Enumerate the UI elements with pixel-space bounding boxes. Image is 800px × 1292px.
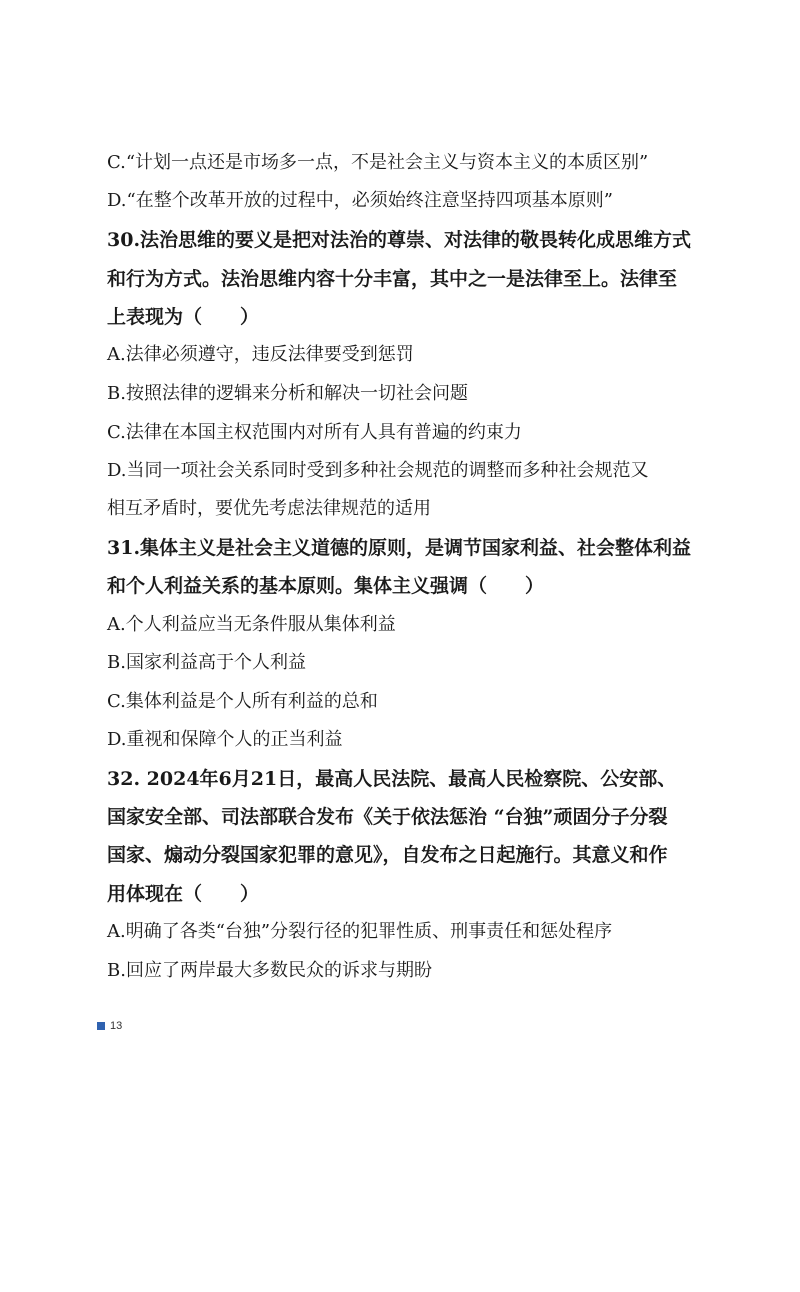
page-marker-icon <box>97 1022 105 1030</box>
q30-stem-line-2: 和行为方式。法治思维内容十分丰富，其中之一是法律至上。法律至 <box>107 268 678 290</box>
q32-option-b: B.回应了两岸最大多数民众的诉求与期盼 <box>107 960 432 981</box>
q29-option-c: C.“计划一点还是市场多一点，不是社会主义与资本主义的本质区别” <box>107 152 649 173</box>
q30-stem-line-1: 30.法治思维的要义是把对法治的尊崇、对法律的敬畏转化成思维方式 <box>107 229 692 251</box>
page-number: 13 <box>110 1020 123 1032</box>
q30-option-a: A.法律必须遵守，违反法律要受到惩罚 <box>107 344 414 365</box>
q30-stem-line-3: 上表现为（ ） <box>107 306 260 328</box>
q31-option-b: B.国家利益高于个人利益 <box>107 652 306 673</box>
q30-option-d-line-1: D.当同一项社会关系同时受到多种社会规范的调整而多种社会规范又 <box>107 460 649 481</box>
q30-option-c: C.法律在本国主权范围内对所有人具有普遍的约束力 <box>107 422 522 443</box>
q31-option-d: D.重视和保障个人的正当利益 <box>107 729 343 750</box>
q31-option-a: A.个人利益应当无条件服从集体利益 <box>107 614 396 635</box>
q32-stem-line-1: 32. 2024年6月21日，最高人民法院、最高人民检察院、公安部、 <box>107 768 677 790</box>
q30-option-d-line-2: 相互矛盾时，要优先考虑法律规范的适用 <box>107 498 431 519</box>
q31-option-c: C.集体利益是个人所有利益的总和 <box>107 691 378 712</box>
q29-option-d: D.“在整个改革开放的过程中，必须始终注意坚持四项基本原则” <box>107 190 613 211</box>
q31-stem-line-2: 和个人利益关系的基本原则。集体主义强调（ ） <box>107 575 545 597</box>
q32-stem-line-2: 国家安全部、司法部联合发布《关于依法惩治 “台独”顽固分子分裂 <box>107 806 668 828</box>
q30-option-b: B.按照法律的逻辑来分析和解决一切社会问题 <box>107 383 468 404</box>
q32-option-a: A.明确了各类“台独”分裂行径的犯罪性质、刑事责任和惩处程序 <box>107 921 613 942</box>
q31-stem-line-1: 31.集体主义是社会主义道德的原则，是调节国家利益、社会整体利益 <box>107 537 692 559</box>
q32-stem-line-4: 用体现在（ ） <box>107 883 260 905</box>
page-footer <box>97 1020 122 1032</box>
q32-stem-line-3: 国家、煽动分裂国家犯罪的意见》，自发布之日起施行。其意义和作 <box>107 844 668 866</box>
